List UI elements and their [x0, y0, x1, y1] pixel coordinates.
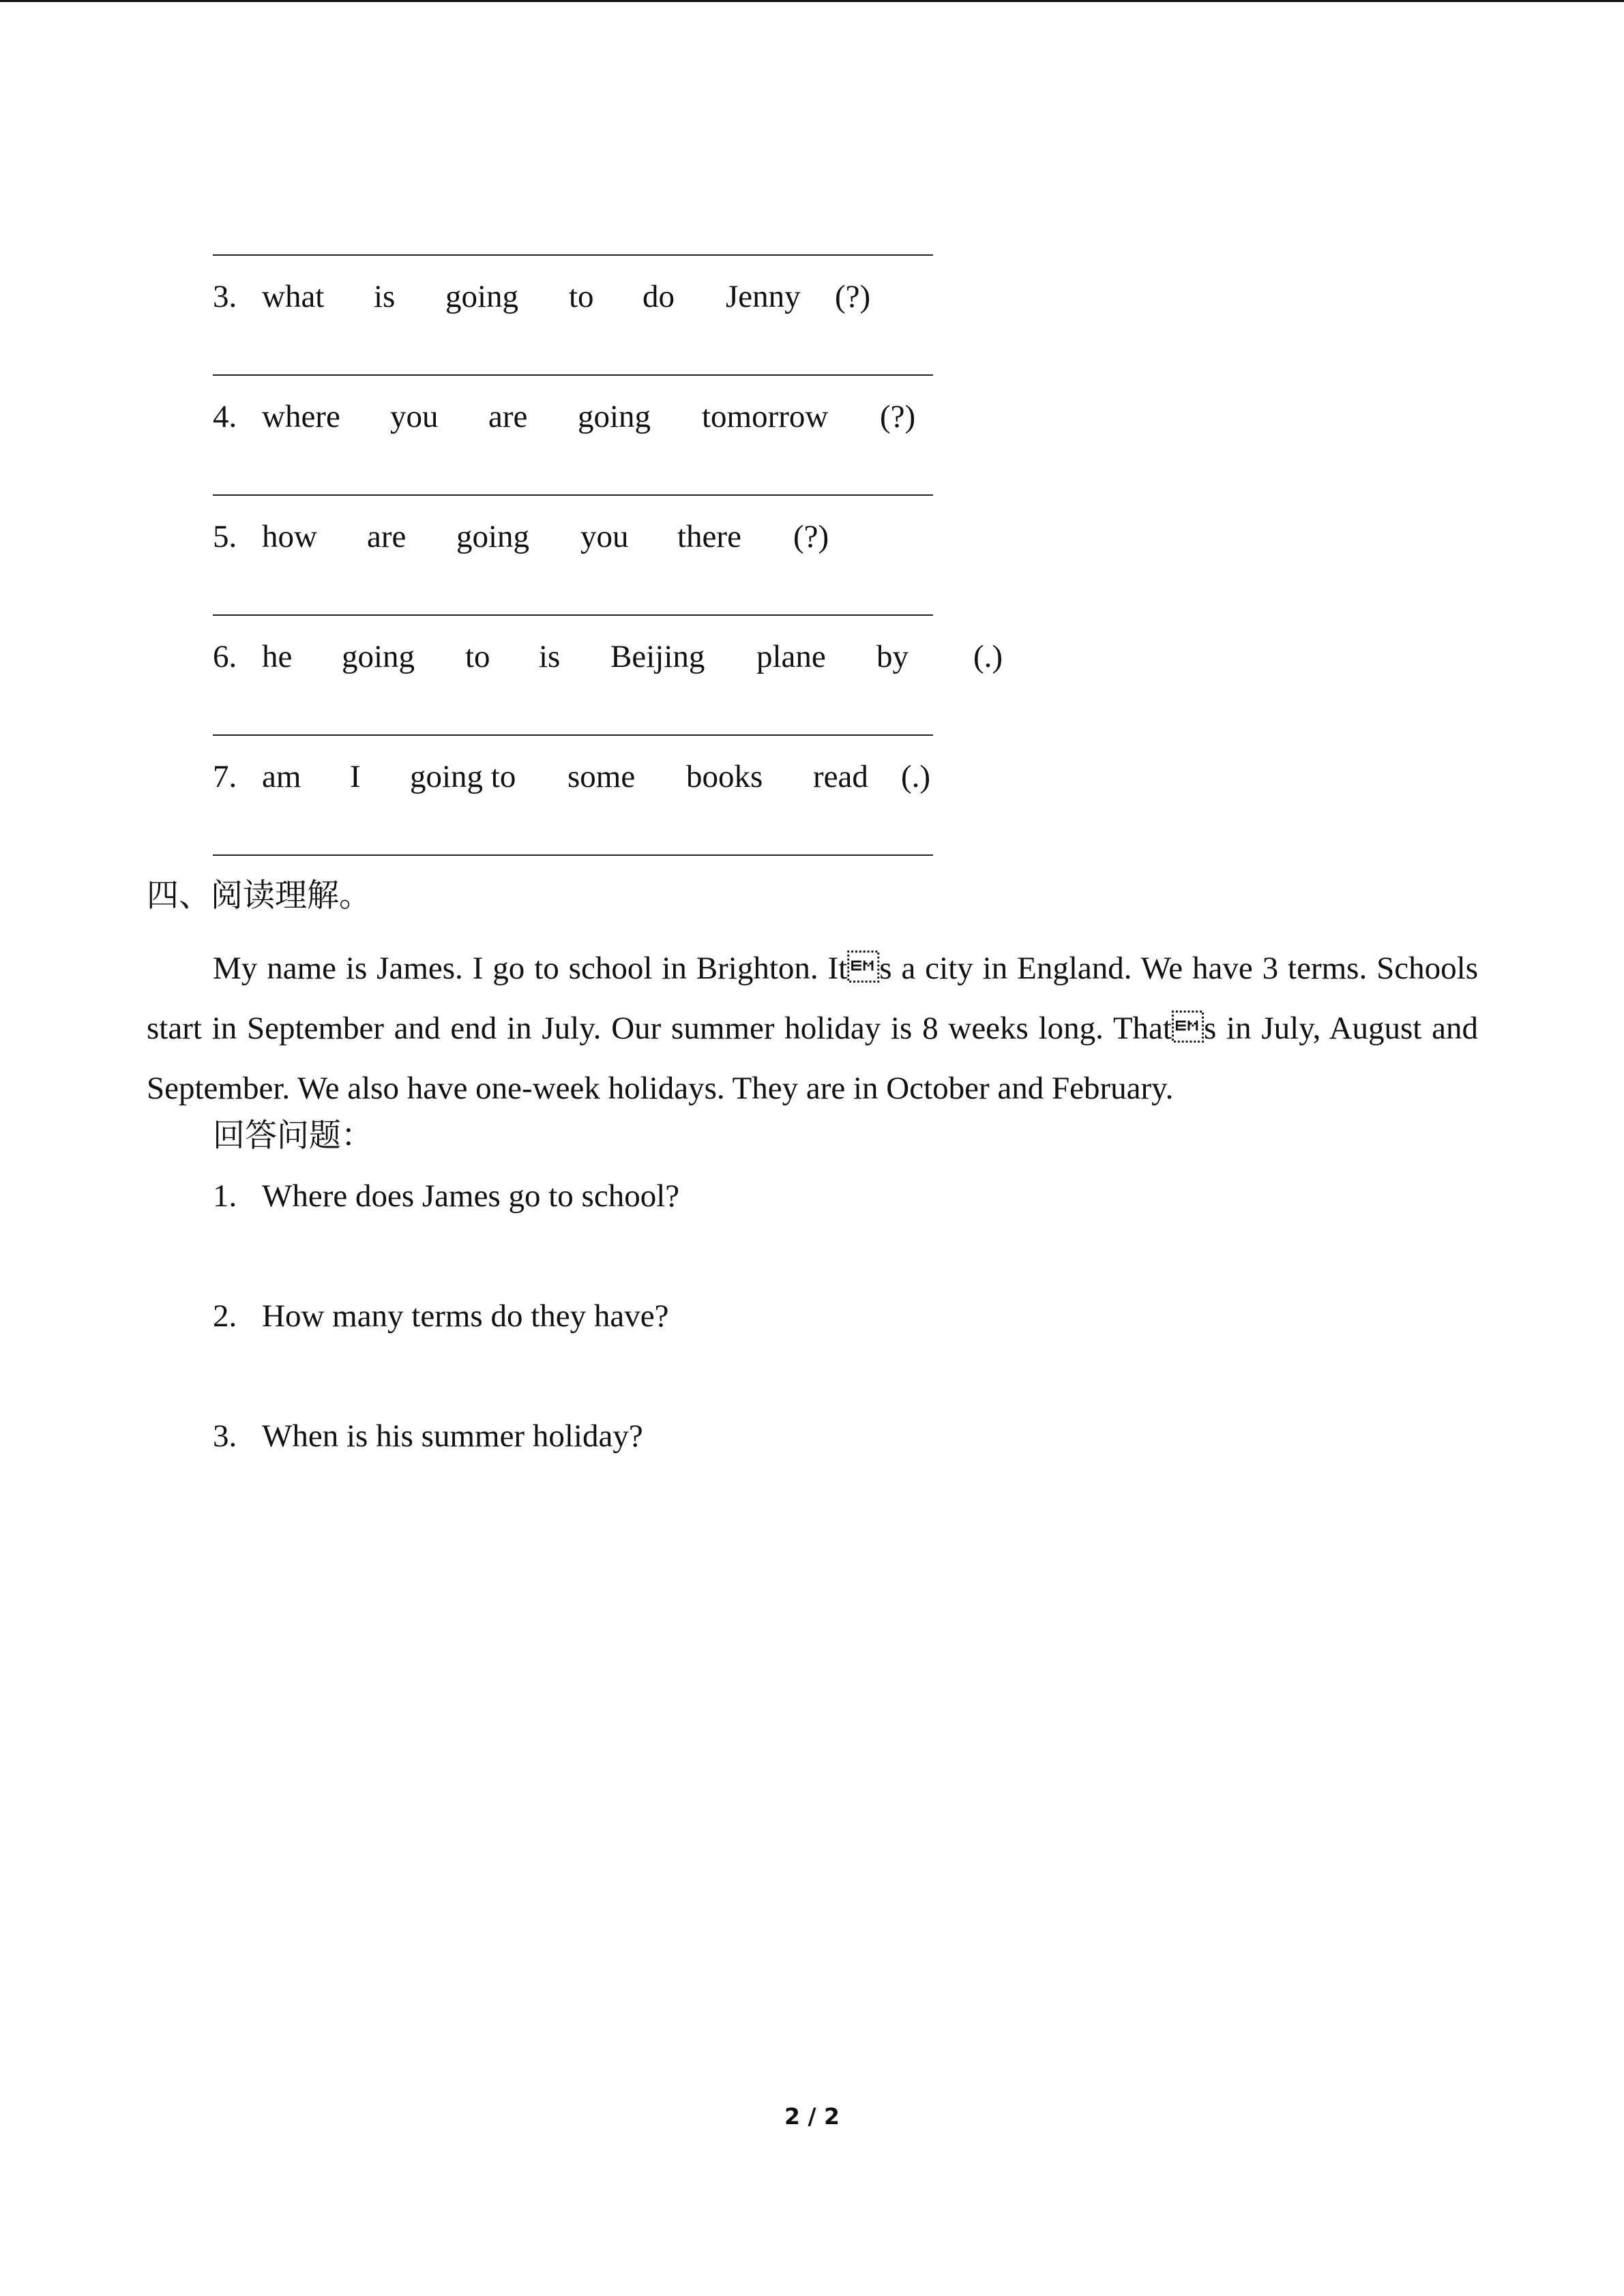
item-number: 7.	[213, 759, 237, 794]
question-number: 1.	[213, 1178, 237, 1214]
section-title: 四、阅读理解。	[147, 878, 371, 914]
word: (.)	[973, 639, 1003, 674]
word: (?)	[793, 519, 829, 554]
answer-line[interactable]	[213, 374, 933, 376]
answer-line[interactable]	[213, 254, 933, 256]
word: to	[465, 639, 490, 674]
question-text: How many terms do they have?	[262, 1298, 669, 1334]
word: are	[488, 399, 528, 434]
word: you	[390, 399, 439, 434]
word: (?)	[835, 279, 871, 314]
word: plane	[756, 639, 826, 674]
item-number: 5.	[213, 519, 237, 554]
item-number: 4.	[213, 399, 237, 434]
page-top-border	[0, 0, 1624, 2]
word: going	[456, 519, 530, 554]
word: going	[342, 639, 415, 674]
answer-line[interactable]	[213, 494, 933, 496]
word: (?)	[880, 399, 916, 434]
answer-line[interactable]	[213, 734, 933, 736]
word: Jenny	[726, 279, 801, 314]
word: do	[643, 279, 675, 314]
word: tomorrow	[702, 399, 829, 434]
word: I	[350, 759, 361, 794]
word: is	[539, 639, 561, 674]
word: going to	[410, 759, 516, 794]
word: going	[578, 399, 651, 434]
word: books	[686, 759, 763, 794]
question-number: 2.	[213, 1298, 237, 1334]
item-number: 6.	[213, 639, 237, 674]
questions-title: 回答问题：	[213, 1118, 373, 1154]
word: where	[262, 399, 340, 434]
word: am	[262, 759, 301, 794]
word: how	[262, 519, 317, 554]
word: Beijing	[610, 639, 705, 674]
word: you	[580, 519, 629, 554]
word: by	[876, 639, 909, 674]
question-text: Where does James go to school?	[262, 1178, 680, 1214]
question-number: 3.	[213, 1418, 237, 1454]
word: going	[445, 279, 519, 314]
word: (.)	[901, 759, 931, 794]
word: are	[367, 519, 407, 554]
item-number: 3.	[213, 279, 237, 314]
page-number: 2 / 2	[784, 2103, 840, 2130]
word: he	[262, 639, 293, 674]
question-text: When is his summer holiday?	[262, 1418, 643, 1454]
word: to	[569, 279, 594, 314]
word: what	[262, 279, 325, 314]
reading-passage: My name is James. I go to school in Brighton. Its a city in England. We have 3 terms. Schools start in September and end in July. Our summer holiday is 8 weeks long. Thats in July, August and September. We also have one-week holidays. They are in October and February.	[147, 951, 1478, 1106]
answer-line[interactable]	[213, 854, 933, 856]
word: is	[374, 279, 396, 314]
word: read	[813, 759, 868, 794]
word: some	[567, 759, 636, 794]
answer-line[interactable]	[213, 614, 933, 616]
word: there	[677, 519, 741, 554]
